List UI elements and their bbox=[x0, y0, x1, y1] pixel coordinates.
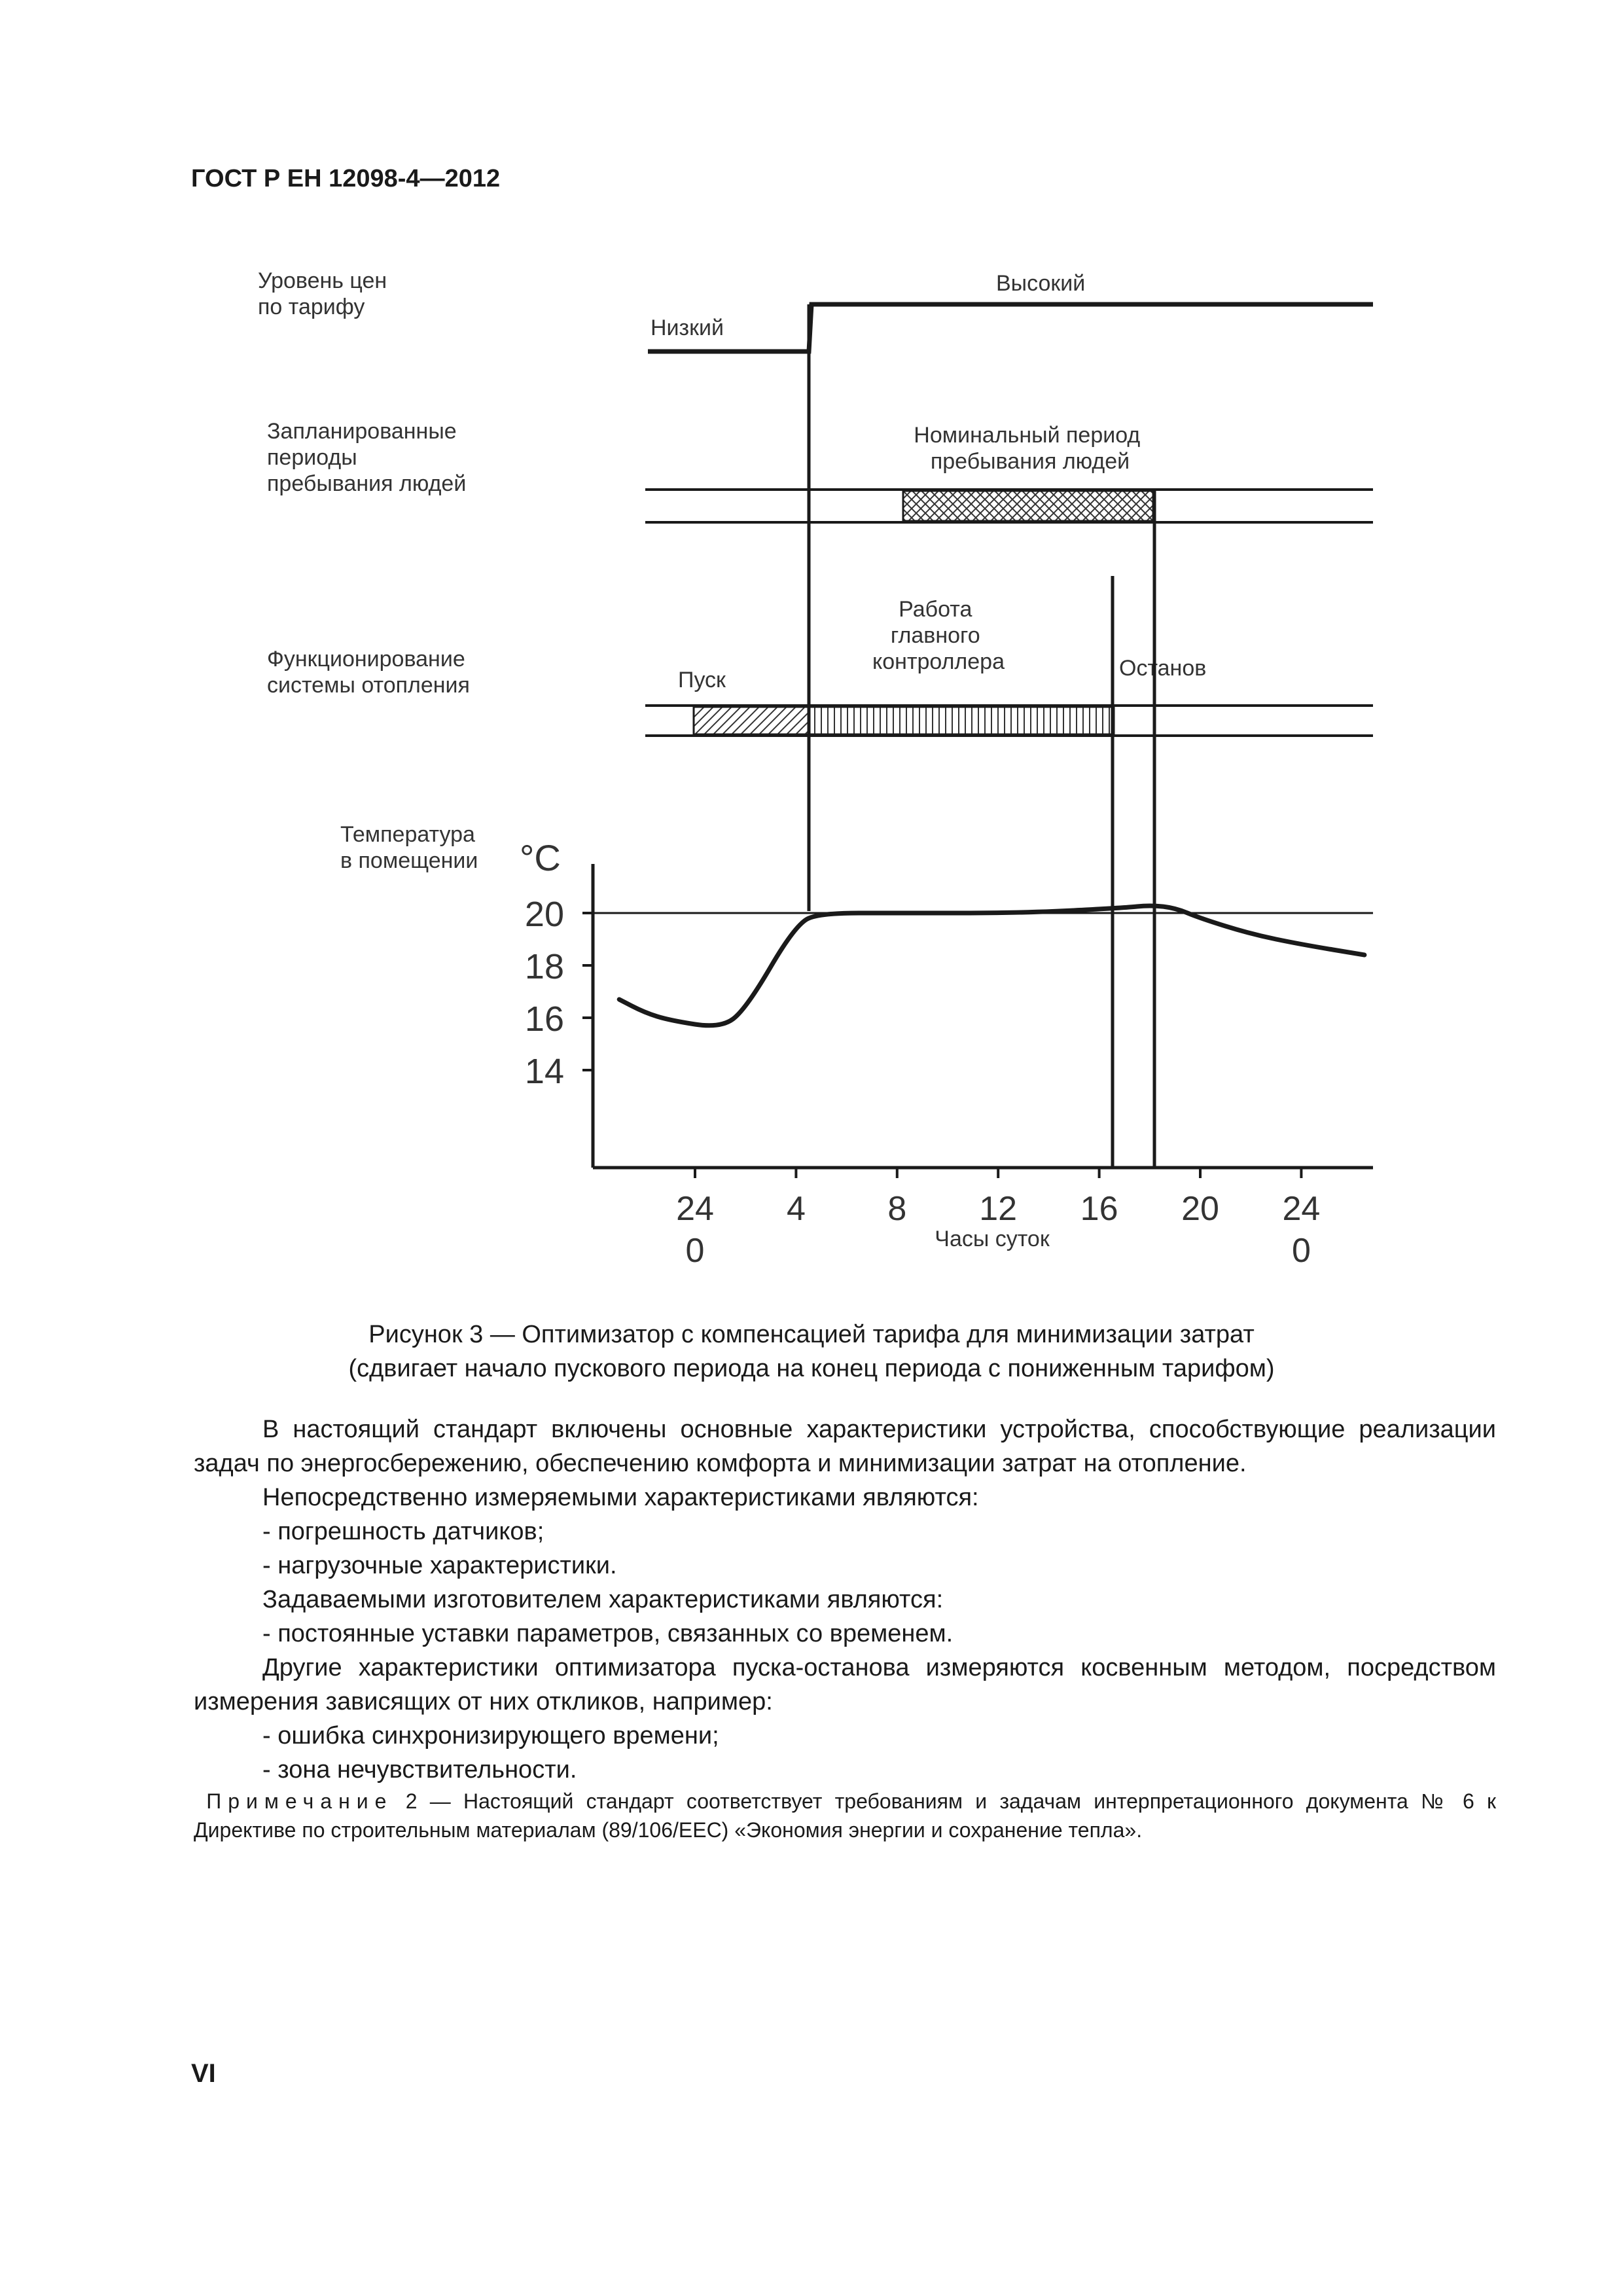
figure-caption-line-1: Рисунок 3 — Оптимизатор с компенсацией тарифа для минимизации затрат bbox=[368, 1321, 1255, 1348]
y-axis-unit: °C bbox=[520, 837, 561, 878]
list-item: - постоянные уставки параметров, связанных со временем. bbox=[262, 1620, 954, 1647]
temperature-row-label: Температура в помещении bbox=[340, 822, 478, 873]
note-text: 2 — Настоящий стандарт соответствует требованиям и задачам интерпретационного документа № 6 к Директиве по строительным материалам (89/106/EEC) «Экономия энергии и сохранение тепла». bbox=[194, 1789, 1497, 1842]
tariff-low-label: Низкий bbox=[651, 315, 724, 340]
x-tick-label: 24 bbox=[1282, 1190, 1321, 1228]
heating-row-label: Функционирование системы отопления bbox=[267, 647, 470, 698]
nominal-occupancy-label: Номинальный период пребывания людей bbox=[914, 423, 1141, 474]
list-item: - ошибка синхронизирующего времени; bbox=[262, 1722, 719, 1749]
paragraph-4: Другие характеристики оптимизатора пуска-останова измеряются косвенным методом, посредством измерения зависящих от них откликов, например: bbox=[194, 1654, 1496, 1715]
x-tick-label: 24 bbox=[676, 1190, 714, 1228]
tariff-row-label: Уровень цен по тарифу bbox=[258, 268, 387, 319]
x-tick-label: 16 bbox=[1080, 1190, 1118, 1228]
page-number: VI bbox=[191, 2059, 216, 2088]
list-item: - погрешность датчиков; bbox=[262, 1518, 544, 1545]
figure-caption-line-2: (сдвигает начало пускового периода на конец периода с пониженным тарифом) bbox=[348, 1355, 1275, 1382]
controller-label: Работа главного контроллера bbox=[872, 597, 1005, 674]
tariff-high-label: Высокий bbox=[996, 271, 1086, 296]
y-tick-label: 16 bbox=[524, 999, 564, 1039]
x-axis-title: Часы суток bbox=[935, 1227, 1050, 1251]
room-temperature-curve bbox=[619, 906, 1364, 1026]
x-tick-label: 20 bbox=[1181, 1190, 1219, 1228]
paragraph-2: Непосредственно измеряемыми характеристиками являются: bbox=[262, 1484, 979, 1511]
occupancy-row-label: Запланированные периоды пребывания людей bbox=[267, 419, 467, 496]
y-tick-label: 20 bbox=[524, 895, 564, 934]
y-tick-label: 14 bbox=[524, 1052, 564, 1091]
nominal-occupancy-bar bbox=[903, 491, 1153, 521]
start-phase-bar bbox=[694, 707, 809, 734]
start-label: Пуск bbox=[678, 668, 726, 692]
paragraph-1: В настоящий стандарт включены основные характеристики устройства, способствующие реализации задач по энергосбережению, обеспечению комфорта и минимизации затрат на отопление. bbox=[194, 1416, 1496, 1477]
x-tick-label: 8 bbox=[887, 1190, 907, 1228]
document-header: ГОСТ Р ЕН 12098-4—2012 bbox=[191, 165, 501, 192]
controller-phase-bar bbox=[809, 707, 1114, 734]
tariff-level-line bbox=[648, 304, 1373, 351]
stop-label: Останов bbox=[1119, 656, 1207, 681]
x-tick-sublabel: 0 bbox=[685, 1232, 705, 1270]
x-tick-label: 12 bbox=[979, 1190, 1018, 1228]
body-text bbox=[194, 1412, 1496, 1787]
x-tick-sublabel: 0 bbox=[1291, 1232, 1311, 1270]
temperature-chart bbox=[525, 864, 1373, 1270]
list-item: - нагрузочные характеристики. bbox=[262, 1552, 617, 1579]
x-tick-label: 4 bbox=[786, 1190, 806, 1228]
paragraph-3: Задаваемыми изготовителем характеристиками являются: bbox=[262, 1586, 944, 1613]
y-tick-label: 18 bbox=[524, 947, 564, 986]
list-item: - зона нечувствительности. bbox=[262, 1756, 577, 1784]
note-label: Примечание bbox=[206, 1789, 393, 1813]
note-2 bbox=[194, 1787, 1496, 1844]
